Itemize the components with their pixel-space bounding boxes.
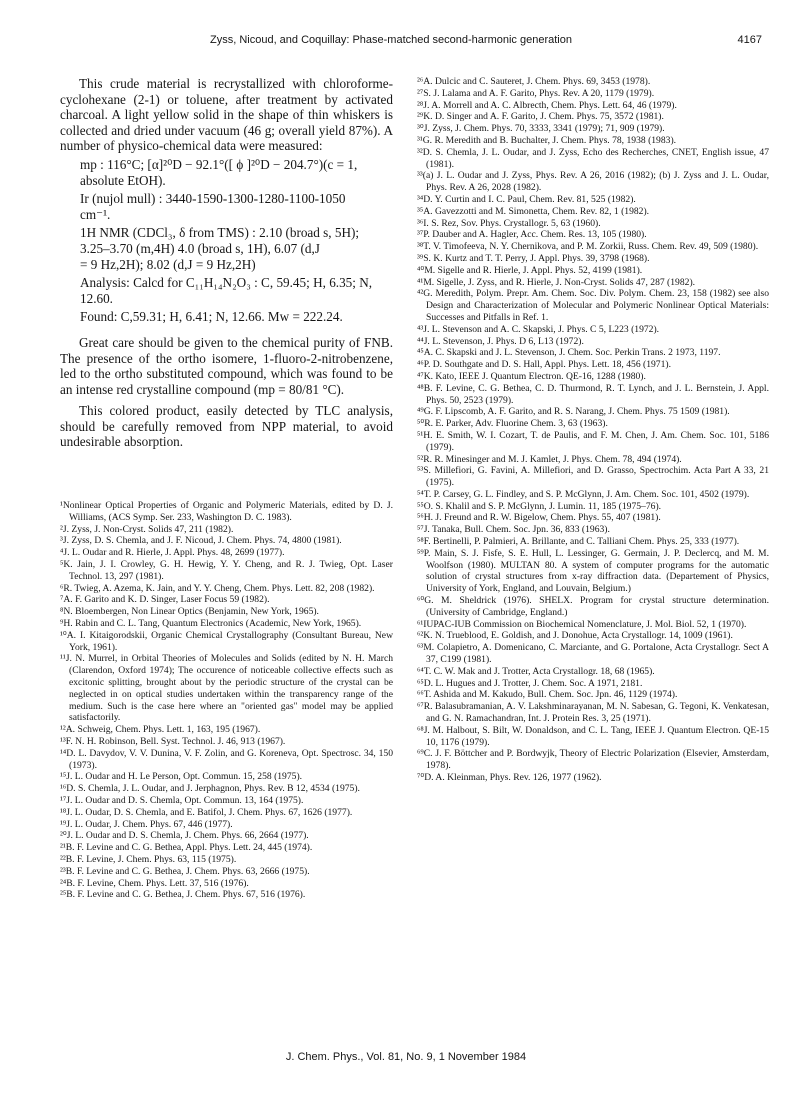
running-title: Zyss, Nicoud, and Coquillay: Phase-matched second-harmonic generation — [210, 34, 572, 46]
reference: ¹Nonlinear Optical Properties of Organic and Polymeric Materials, edited by D. J. Williams, (ACS Symp. Ser. 233, Washington D. C. 1983). — [60, 500, 393, 523]
reference: ¹⁵J. L. Oudar and H. Le Person, Opt. Commun. 15, 258 (1975). — [60, 771, 303, 783]
reference: ⁴²G. Meredith, Polym. Prepr. Am. Chem. Soc. Div. Polym. Chem. 23, 158 (1982) see also Design and Characterization of Molecular and Polymeric Nonlinear Optical Materials: Successes and Pitfalls in Ref. 1. — [417, 288, 769, 323]
reference: ⁷A. F. Garito and K. D. Singer, Laser Focus 59 (1982). — [60, 594, 270, 606]
references-left — [60, 500, 393, 901]
reference: ⁴⁹G. F. Lipscomb, A. F. Garito, and R. S. Narang, J. Chem. Phys. 75 1509 (1981). — [417, 406, 730, 418]
reference: ⁶⁶T. Ashida and M. Kakudo, Bull. Chem. Soc. Jpn. 46, 1129 (1974). — [417, 689, 678, 701]
reference: ³J. Zyss, D. S. Chemla, and J. F. Nicoud, J. Chem. Phys. 74, 4800 (1981). — [60, 535, 342, 547]
journal-footer: J. Chem. Phys., Vol. 81, No. 9, 1 November 1984 — [285, 1051, 527, 1063]
reference: ⁴³J. L. Stevenson and A. C. Skapski, J. Phys. C 5, L223 (1972). — [417, 323, 660, 335]
data-line: mp : 116°C; [α]²⁰D − 92.1°([ ϕ ]²⁰D − 204.7°)(c = 1, — [80, 156, 358, 172]
data-line: = 9 Hz,2H); 8.02 (d,J = 9 Hz,2H) — [80, 256, 256, 272]
physico-chemical-data — [80, 157, 393, 325]
reference: ⁴⁶P. D. Southgate and D. S. Hall, Appl. Phys. Lett. 18, 456 (1971). — [417, 359, 671, 371]
data-line: 1H NMR (CDCl₃, δ from TMS) : 2.10 (broad s, 5H); — [80, 225, 360, 241]
reference: ²³B. F. Levine and C. G. Bethea, J. Chem. Phys. 63, 2666 (1975). — [60, 865, 310, 877]
data-line: Analysis: Calcd for C₁₁H₁₄N₂O₃ : C, 59.45; H, 6.35; N, — [80, 275, 373, 291]
reference: ⁵⁰R. E. Parker, Adv. Fluorine Chem. 3, 63 (1963). — [417, 418, 608, 430]
body-paragraph: This crude material is recrystallized with chloroforme-cyclohexane (2-1) or toluene, after treatment by activated charcoal. A light yellow solid in the shape of thin whiskers is collected and dried under vacuum (46 g; overall yield 87%). A number of physico-chemical data were measured: — [60, 76, 393, 154]
reference: ⁶⁰G. M. Sheldrick (1976). SHELX. Program for crystal structure determination. (University of Cambridge, England.) — [417, 595, 769, 618]
body-paragraph: This colored product, easily detected by TLC analysis, should be carefully removed from NPP material, to avoid undesirable absorption. — [60, 403, 393, 450]
reference: ³⁸T. V. Timofeeva, N. Y. Chernikova, and P. M. Zorkii, Russ. Chem. Rev. 49, 509 (1980). — [417, 241, 759, 253]
reference: ⁴⁸B. F. Levine, C. G. Bethea, C. D. Thurmond, R. T. Lynch, and J. L. Bernstein, J. Appl. Phys. 50, 2523 (1979). — [417, 382, 769, 406]
reference: ³²D. S. Chemla, J. L. Oudar, and J. Zyss, Echo des Recherches, CNET, English issue, 47 (1981). — [417, 146, 769, 170]
data-line: Found: C,59.31; H, 6.41; N, 12.66. Mw = 222.24. — [80, 309, 343, 325]
reference: ²⁹K. D. Singer and A. F. Garito, J. Chem. Phys. 75, 3572 (1981). — [417, 111, 664, 123]
reference: ³³(a) J. L. Oudar and J. Zyss, Phys. Rev. A 26, 2016 (1982); (b) J. Zyss and J. L. Oudar, Phys. Rev. A 26, 2028 (1982). — [417, 170, 769, 194]
reference: ¹⁷J. L. Oudar and D. S. Chemla, Opt. Commun. 13, 164 (1975). — [60, 794, 304, 806]
left-column-body — [60, 76, 393, 450]
reference: ⁴J. L. Oudar and R. Hierle, J. Appl. Phys. 48, 2699 (1977). — [60, 547, 285, 559]
data-line: absolute EtOH). — [80, 172, 166, 188]
reference: ⁵⁸F. Bertinelli, P. Palmieri, A. Brillante, and C. Talliani Chem. Phys. 25, 333 (1977). — [417, 536, 740, 548]
reference: ⁶²K. N. Trueblood, E. Goldish, and J. Donohue, Acta Crystallogr. 14, 1009 (1961). — [417, 630, 733, 642]
reference: ⁶⁷R. Balasubramanian, A. V. Lakshminarayanan, M. N. Sabesan, G. Tegoni, K. Venkatesan, and G. N. Ramachandran, Int. J. Protein Res. 3, 25 (1971). — [417, 701, 769, 725]
reference: ⁴⁰M. Sigelle and R. Hierle, J. Appl. Phys. 52, 4199 (1981). — [417, 264, 643, 276]
reference: ⁶⁸J. M. Halbout, S. Bilt, W. Donaldson, and C. L. Tang, IEEE J. Quantum Electron. QE-15 10, 1176 (1979). — [417, 724, 769, 748]
reference: ⁶¹IUPAC-IUB Commission on Biochemical Nomenclature, J. Mol. Biol. 52, 1 (1970). — [417, 618, 747, 630]
reference: ⁴⁴J. L. Stevenson, J. Phys. D 6, L13 (1972). — [417, 335, 584, 347]
reference: ³⁵A. Gavezzotti and M. Simonetta, Chem. Rev. 82, 1 (1982). — [417, 205, 650, 217]
reference: ¹⁰A. I. Kitaigorodskii, Organic Chemical Crystallography (Consultant Bureau, New York, 1961). — [60, 629, 393, 653]
reference: ⁵⁵O. S. Khalil and S. P. McGlynn, J. Lumin. 11, 185 (1975–76). — [417, 500, 662, 512]
reference: ¹⁴D. L. Davydov, V. V. Dunina, V. F. Zolin, and G. Koreneva, Opt. Spectrosc. 34, 150 (1973). — [60, 747, 393, 771]
reference: ⁴⁷K. Kato, IEEE J. Quantum Electron. QE-16, 1288 (1980). — [417, 370, 646, 382]
reference: ⁵³S. Millefiori, G. Favini, A. Millefiori, and D. Grasso, Spectrochim. Acta Part A 33, 21 (1975). — [417, 465, 769, 489]
reference: ²⁸J. A. Morrell and A. C. Albrecth, Chem. Phys. Lett. 64, 46 (1979). — [417, 99, 677, 111]
reference: ³⁶I. S. Rez, Sov. Phys. Crystallogr. 5, 63 (1960). — [417, 217, 601, 229]
reference: ⁷⁰D. A. Kleinman, Phys. Rev. 126, 1977 (1962). — [417, 772, 602, 784]
reference: ¹³F. N. H. Robinson, Bell. Syst. Technol. J. 46, 913 (1967). — [60, 735, 286, 747]
reference: ¹¹J. N. Murrel, in Orbital Theories of Molecules and Solids (edited by N. H. March (Clarendon, Oxford 1974); The occurence of noticeable collective effects such as excitonic splitting, brought about by the periodic structure of the crystal can be neglected in on optical studies undertaken within the transparency range of the medium. Such is the case here where an "oriented gas" model may be applied satisfactorily. — [60, 653, 393, 724]
data-line: cm⁻¹. — [80, 206, 111, 222]
reference: ⁵¹H. E. Smith, W. I. Cozart, T. de Paulis, and F. M. Chen, J. Am. Chem. Soc. 101, 5186 (1979). — [417, 429, 769, 453]
reference: ²⁴B. F. Levine, Chem. Phys. Lett. 37, 516 (1976). — [60, 877, 249, 889]
reference: ⁵K. Jain, J. I. Crowley, G. H. Hewig, Y. Y. Cheng, and R. J. Twieg, Opt. Laser Technol. 13, 297 (1981). — [60, 558, 393, 582]
data-line: 3.25–3.70 (m,4H) 4.0 (broad s, 1H), 6.07 (d,J — [80, 240, 320, 256]
reference: ¹⁶D. S. Chemla, J. L. Oudar, and J. Jerphagnon, Phys. Rev. B 12, 4534 (1975). — [60, 783, 360, 795]
reference: ⁵⁹P. Main, S. J. Fisfe, S. E. Hull, L. Lessinger, G. Germain, J. P. Declercq, and M. M. Woolfson (1980). MULTAN 80. A system of computer programs for the automatic solution of crystal structures from x-ray diffraction data. (Departement of Physics, University of York, England, and Louvain, Belgium.) — [417, 547, 769, 595]
data-line: 12.60. — [80, 290, 113, 306]
running-header — [60, 34, 772, 50]
reference: ³⁹S. K. Kurtz and T. T. Perry, J. Appl. Phys. 39, 3798 (1968). — [417, 252, 650, 264]
reference: ²⁷S. J. Lalama and A. F. Garito, Phys. Rev. A 20, 1179 (1979). — [417, 87, 655, 99]
reference: ¹⁸J. L. Oudar, D. S. Chemla, and E. Batifol, J. Chem. Phys. 67, 1626 (1977). — [60, 806, 353, 818]
reference: ²⁶A. Dulcic and C. Sauteret, J. Chem. Phys. 69, 3453 (1978). — [417, 76, 651, 87]
references-right — [417, 76, 769, 784]
reference: ²²B. F. Levine, J. Chem. Phys. 63, 115 (1975). — [60, 853, 237, 865]
reference: ⁹H. Rabin and C. L. Tang, Quantum Electronics (Academic, New York, 1965). — [60, 617, 362, 629]
reference: ⁶⁴T. C. W. Mak and J. Trotter, Acta Crystallogr. 18, 68 (1965). — [417, 665, 655, 677]
reference: ³⁰J. Zyss, J. Chem. Phys. 70, 3333, 3341 (1979); 71, 909 (1979). — [417, 123, 665, 135]
reference: ⁴¹M. Sigelle, J. Zyss, and R. Hierle, J. Non-Cryst. Solids 47, 287 (1982). — [417, 276, 696, 288]
reference: ¹²A. Schweig, Chem. Phys. Lett. 1, 163, 195 (1967). — [60, 724, 261, 736]
reference: ⁶⁵D. L. Hugues and J. Trotter, J. Chem. Soc. A 1971, 2181. — [417, 677, 643, 689]
reference: ³⁷P. Dauber and A. Hagler, Acc. Chem. Res. 13, 105 (1980). — [417, 229, 647, 241]
reference: ⁵⁶H. J. Freund and R. W. Bigelow, Chem. Phys. 55, 407 (1981). — [417, 512, 661, 524]
reference: ⁵⁴T. P. Carsey, G. L. Findley, and S. P. McGlynn, J. Am. Chem. Soc. 101, 4502 (1979). — [417, 488, 750, 500]
reference: ³⁴D. Y. Curtin and I. C. Paul, Chem. Rev. 81, 525 (1982). — [417, 193, 636, 205]
reference: ²⁵B. F. Levine and C. G. Bethea, J. Chem. Phys. 67, 516 (1976). — [60, 889, 306, 901]
data-line: Ir (nujol mull) : 3440-1590-1300-1280-1100-1050 — [80, 191, 346, 207]
reference: ⁴⁵A. C. Skapski and J. L. Stevenson, J. Chem. Soc. Perkin Trans. 2 1973, 1197. — [417, 347, 721, 359]
reference: ²J. Zyss, J. Non-Cryst. Solids 47, 211 (1982). — [60, 523, 234, 535]
reference: ⁶R. Twieg, A. Azema, K. Jain, and Y. Y. Cheng, Chem. Phys. Lett. 82, 208 (1982). — [60, 582, 375, 594]
reference: ⁶⁹C. J. F. Böttcher and P. Bordwyjk, Theory of Electric Polarization (Elsevier, Amsterdam, 1978). — [417, 748, 769, 772]
reference: ³¹G. R. Meredith and B. Buchalter, J. Chem. Phys. 78, 1938 (1983). — [417, 134, 677, 146]
body-paragraph: Great care should be given to the chemical purity of FNB. The presence of the ortho isomere, 1-fluoro-2-nitrobenzene, led to the ortho substituted compound, which was found to be an intense red crystalline compound (mp = 80/81 °C). — [60, 334, 393, 397]
reference: ⁶³M. Colapietro, A. Domenicano, C. Marciante, and G. Portalone, Acta Crystallogr. Sect A 37, C199 (1981). — [417, 642, 769, 666]
reference: ⁸N. Bloembergen, Non Linear Optics (Benjamin, New York, 1965). — [60, 606, 319, 618]
page-number: 4167 — [737, 34, 762, 46]
reference: ²⁰J. L. Oudar and D. S. Chemla, J. Chem. Phys. 66, 2664 (1977). — [60, 830, 309, 842]
reference: ⁵²R. R. Minesinger and M. J. Kamlet, J. Phys. Chem. 78, 494 (1974). — [417, 453, 682, 465]
reference: ²¹B. F. Levine and C. G. Bethea, Appl. Phys. Lett. 24, 445 (1974). — [60, 842, 313, 854]
reference: ¹⁹J. L. Oudar, J. Chem. Phys. 67, 446 (1977). — [60, 818, 233, 830]
reference: ⁵⁷J. Tanaka, Bull. Chem. Soc. Jpn. 36, 833 (1963). — [417, 524, 610, 536]
